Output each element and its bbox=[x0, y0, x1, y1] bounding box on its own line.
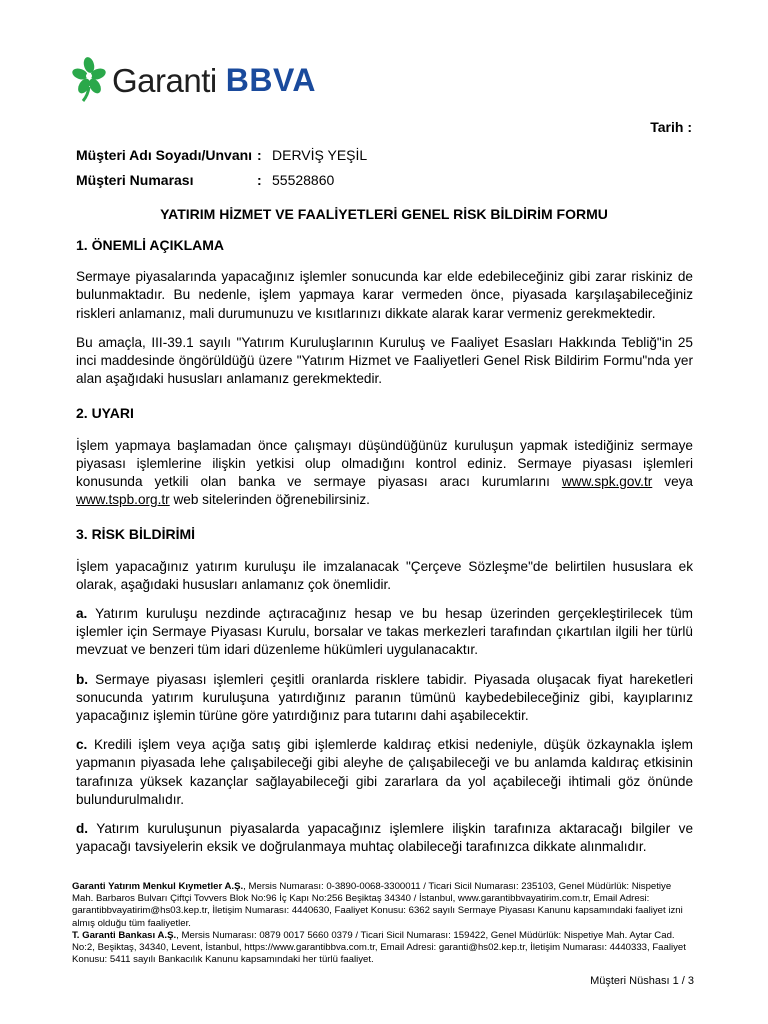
section2-text-middle: veya bbox=[664, 474, 693, 490]
legal-footer bbox=[72, 881, 692, 966]
risk-item-c-letter: c. bbox=[76, 737, 88, 753]
customer-name-value: DERVİŞ YEŞİL bbox=[272, 147, 368, 163]
risk-item-a bbox=[76, 605, 693, 660]
section1-paragraph-2: Bu amaçla, III-39.1 sayılı "Yatırım Kuruluşlarının Kuruluş ve Faaliyet Esasları Hakkında Tebliğ"in 25 inci maddesinde öngörüldüğü üzere "Yatırım Hizmet ve Faaliyetleri Genel Risk Bildirim Formu"nda yer alan aşağıdaki hususları anlamanız gerekmektedir. bbox=[76, 334, 693, 387]
footer-company-2-text: , Mersis Numarası: 0879 0017 5660 0379 / Ticari Sicil Numarası: 159422, Genel Müdürlük: Nispetiye Mah. Aytar Cad. No:2, Beşiktaş, 34340, Levent, İstanbul, https://www.garantibbva.com.tr, Email Adresi: garanti@hs02.kep.tr, İletişim Numarası: 4440333, Faaliyet Konusu: 5411 sayılı Bankacılık Kanunu kapsamındaki her türlü faaliyet. bbox=[72, 929, 686, 966]
section2-text-after: web sitelerinden öğrenebilirsiniz. bbox=[173, 492, 370, 508]
risk-item-b bbox=[76, 671, 693, 726]
section2-text-before: İşlem yapmaya başlamadan önce çalışmayı düşündüğünüz kuruluşun yapmak istediğiniz sermaye piyasası işlemlerine ilişkin yetkisi olup olmadığını kontrol ediniz. Sermaye piyasası işlemleri konusunda yetkili olan banka ve sermaye piyasası aracı kurumlarını bbox=[76, 437, 693, 490]
risk-item-c bbox=[76, 736, 693, 809]
section-heading-important-notice: 1. ÖNEMLİ AÇIKLAMA bbox=[76, 237, 225, 253]
footer-company-1-name: Garanti Yatırım Menkul Kıymetler A.Ş. bbox=[72, 881, 244, 892]
section-heading-warning: 2. UYARI bbox=[76, 405, 134, 422]
logo-bbva-text: BBVA bbox=[225, 62, 317, 98]
section1-paragraph-1: Sermaye piyasalarında yapacağınız işlemler sonucunda kar elde edebileceğiniz gibi zarar riskiniz de bulunmaktadır. Bu nedenle, işlem yapmaya karar vermeden önce, piyasada karşılaşabileceğiniz riskleri anlamanız, mali durumunuzu ve kısıtlarınızı dikkate alarak karar vermeniz gerekmektedir. bbox=[76, 269, 693, 321]
section3-intro: İşlem yapacağınız yatırım kuruluşu ile imzalanacak "Çerçeve Sözleşme"de belirtilen hususlara ek olarak, aşağıdaki hususları anlamanız çok önemlidir. bbox=[76, 558, 693, 592]
customer-number-label: Müşteri Numarası bbox=[76, 172, 194, 188]
logo-garanti-text: Garanti bbox=[112, 61, 217, 99]
footer-company-1 bbox=[72, 881, 692, 930]
risk-item-d-letter: d. bbox=[76, 821, 89, 837]
spk-link[interactable]: www.spk.gov.tr bbox=[561, 474, 653, 490]
section-heading-risk-disclosure: 3. RİSK BİLDİRİMİ bbox=[76, 526, 196, 543]
customer-name-colon: : bbox=[257, 147, 262, 163]
risk-item-c-text: Kredili işlem veya açığa satış gibi işlemlerde kaldıraç etkisi nedeniyle, düşük özkaynakla işlem yapmanın piyasada lehe çalışabileceği gibi aleyhe de çalışabileceği ve bu anlamda kaldıraç etkisinin tarafınıza yüksek kazançlar sağlayabileceği gibi zararlara da yol açabileceği ihtimali göz önünde bulundurulmalıdır. bbox=[76, 737, 693, 807]
tspb-link[interactable]: www.tspb.org.tr bbox=[76, 492, 170, 508]
footer-company-2-name: T. Garanti Bankası A.Ş. bbox=[72, 929, 177, 941]
risk-item-d bbox=[76, 820, 693, 856]
section2-paragraph bbox=[76, 437, 693, 510]
risk-item-b-letter: b. bbox=[76, 671, 89, 687]
risk-item-a-letter: a. bbox=[76, 606, 88, 622]
date-label: Tarih : bbox=[650, 119, 692, 135]
page-number-label: Müşteri Nüshası 1 / 3 bbox=[590, 975, 694, 987]
garanti-bbva-logo bbox=[72, 57, 316, 103]
risk-item-a-text: Yatırım kuruluşu nezdinde açtıracağınız hesap ve bu hesap üzerinden gerçekleştirilecek tüm işlemler için Sermaye Piyasası Kurulu, borsalar ve takas merkezleri tarafından çıkartılan ilgili her türlü mevzuat ve benzeri tüm idari düzenleme hükümleri uygulanacaktır. bbox=[76, 606, 693, 658]
document-body bbox=[76, 236, 693, 867]
customer-name-label: Müşteri Adı Soyadı/Unvanı bbox=[76, 147, 253, 163]
footer-company-1-text: , Mersis Numarası: 0-3890-0068-3300011 / Ticari Sicil Numarası: 235103, Genel Müdürlük: Nispetiye Mah. Barbaros Bulvarı Çiftçi Tovvers Blok No:96 İç Kapı No:256 Beşiktaş 34340 / İstanbul, www.garantibbvayatirim.com.tr, Email Adresi: garantibbvayatirim@hs03.kep.tr, İletişim Numarası: 4440630, Faaliyet Konusu: 6362 sayılı Sermaye Piyasası Kanunu kapsamındaki faaliyet izni almış olduğu tüm faaliyetler. bbox=[72, 881, 683, 929]
customer-number-colon: : bbox=[257, 172, 262, 188]
risk-item-d-text: Yatırım kuruluşunun piyasalarda yapacağınız işlemlere ilişkin tarafınıza aktaracağı bilgiler ve yapacağı tavsiyelerin eksik ve doğrulanmaya muhtaç olabileceği tarafınızca dikkate alınmalıdır. bbox=[76, 821, 694, 855]
clover-logo-icon bbox=[72, 57, 106, 103]
form-title: YATIRIM HİZMET VE FAALİYETLERİ GENEL RİSK BİLDİRİM FORMU bbox=[160, 206, 608, 222]
footer-company-2 bbox=[72, 930, 692, 967]
customer-number-value: 55528860 bbox=[272, 172, 335, 188]
risk-item-b-text: Sermaye piyasası işlemleri çeşitli oranlarda risklere tabidir. Piyasada oluşacak fiyat hareketleri sonucunda yatırım kuruluşuna yatırdığınız paranın tümünü kaybedebileceğiniz gibi, kayıplarınız yapacağınız işlemin türüne göre yatırdığınız para tutarını dahi aşabilecektir. bbox=[76, 671, 694, 724]
